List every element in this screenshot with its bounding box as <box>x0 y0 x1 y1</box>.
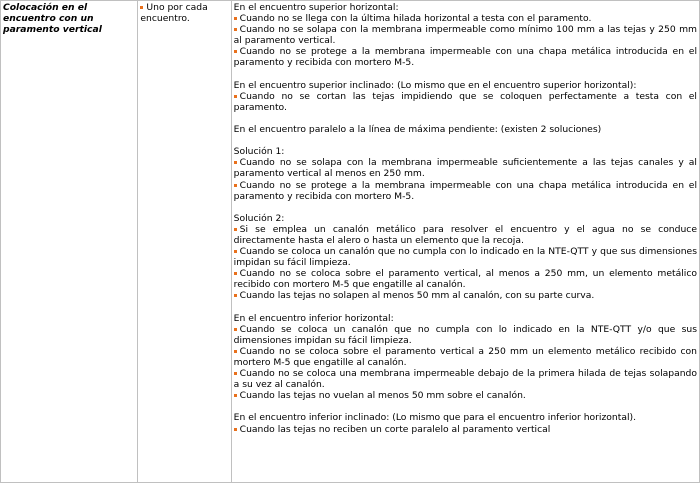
bullet-icon <box>234 350 237 353</box>
bullet-icon <box>234 161 237 164</box>
bullet-icon <box>234 228 237 231</box>
list-item: Cuando se coloca un canalón que no cumpla con lo indicado en la NTE-QTT y que sus dimensiones impidan su fácil limpieza. <box>233 246 697 269</box>
list-item: Cuando no se solapa con la membrana impermeable como mínimo 100 mm a las tejas y 250 mm al paramento vertical. <box>233 24 697 47</box>
list-item: Cuando no se protege a la membrana impermeable con una chapa metálica introducida en el paramento y recibida con mortero M-5. <box>233 46 697 69</box>
frequency-text: Uno por cada encuentro. <box>140 2 208 25</box>
solution-heading: Solución 1: <box>233 146 285 158</box>
list-item: Cuando no se solapa con la membrana impermeable suficientemente a las tejas canales y al paramento vertical al menos en 250 mm. <box>233 157 697 180</box>
bullet-icon <box>234 294 237 297</box>
list-item: Cuando no se cortan las tejas impidiendo que se coloquen perfectamente a testa con el paramento. <box>233 90 697 113</box>
list-item: Cuando no se coloca sobre el paramento vertical, al menos a 250 mm, un elemento metálico recibido con mortero M-5 que engatille al canalón. <box>233 268 697 291</box>
list-item: Cuando las tejas no vuelan al menos 50 mm sobre el canalón. <box>234 390 697 401</box>
category-title: Colocación en el encuentro con un paramento vertical <box>3 2 102 36</box>
detail-cell <box>231 1 699 483</box>
section-heading: En el encuentro inferior inclinado: (Lo mismo que para el encuentro inferior horizontal). <box>233 412 637 424</box>
spacer <box>234 202 697 213</box>
list-item: Cuando las tejas no solapen al menos 50 mm al canalón, con su parte curva. <box>234 290 697 301</box>
section-heading: En el encuentro superior inclinado: (Lo mismo que en el encuentro superior horizontal): <box>233 79 637 91</box>
bullet-icon <box>234 372 237 375</box>
bullet-icon <box>234 184 237 187</box>
bullet-icon <box>234 95 237 98</box>
section-heading: En el encuentro superior horizontal: <box>233 2 399 13</box>
spacer <box>234 302 697 313</box>
list-item: Si se emplea un canalón metálico para resolver el encuentro y el agua no se conduce directamente hasta el alero o hasta un elemento que la recoja. <box>233 223 697 246</box>
list-item: Cuando no se protege a la membrana impermeable con una chapa metálica introducida en el paramento y recibida con mortero M-5. <box>233 179 697 202</box>
list-item: Cuando no se coloca sobre el paramento vertical a 250 mm un elemento metálico recibido con mortero M-5 que engatille al canalón. <box>233 345 697 368</box>
bullet-icon <box>234 272 237 275</box>
solution-heading: Solución 2: <box>233 212 285 224</box>
section-heading: En el encuentro inferior horizontal: <box>233 312 394 324</box>
bullet-icon <box>234 17 237 20</box>
spacer <box>234 69 697 80</box>
bullet-icon <box>234 328 237 331</box>
bullet-icon <box>234 250 237 253</box>
spacer <box>234 113 697 124</box>
list-item: Cuando las tejas no reciben un corte paralelo al paramento vertical <box>234 424 697 435</box>
spacer <box>234 135 697 146</box>
bullet-icon <box>234 50 237 53</box>
list-item: Cuando se coloca un canalón que no cumpla con lo indicado en la NTE-QTT y/o que sus dimensiones impidan su fácil limpieza. <box>233 323 697 346</box>
list-item: Cuando no se llega con la última hilada horizontal a testa con el paramento. <box>234 13 697 24</box>
spacer <box>234 401 697 412</box>
section-heading: En el encuentro paralelo a la línea de máxima pendiente: (existen 2 soluciones) <box>233 124 602 136</box>
frequency-cell <box>138 1 231 483</box>
bullet-icon <box>234 428 237 431</box>
bullet-icon <box>234 28 237 31</box>
bullet-icon <box>234 394 237 397</box>
table-row <box>1 1 700 483</box>
bullet-icon <box>140 6 143 9</box>
list-item: Cuando no se coloca una membrana impermeable debajo de la primera hilada de tejas solapando a su vez al canalón. <box>233 368 697 391</box>
category-cell <box>1 1 138 483</box>
